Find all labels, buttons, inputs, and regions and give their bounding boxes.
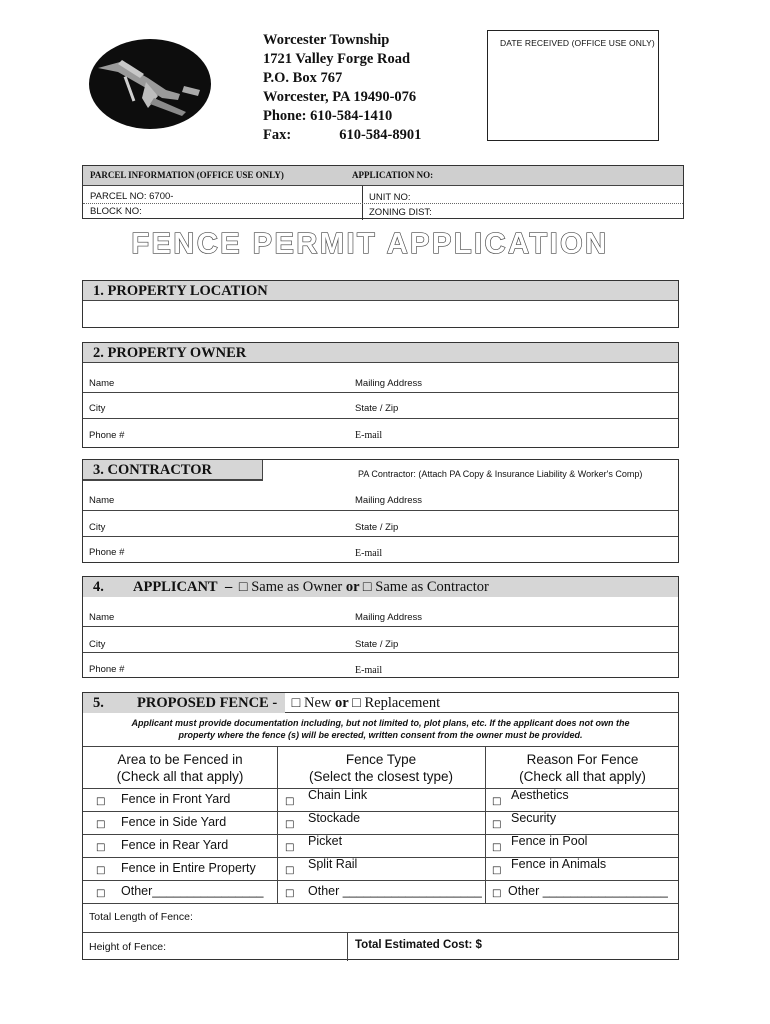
or-text: or	[335, 695, 349, 711]
area-checkbox[interactable]: □	[96, 842, 106, 853]
or-text: or	[345, 579, 360, 595]
section-1-heading: 1. PROPERTY LOCATION	[83, 281, 678, 301]
applicant-name-field[interactable]: Name	[89, 612, 115, 623]
property-location-field[interactable]	[83, 301, 678, 327]
parcel-info-table	[82, 165, 684, 219]
contractor-email-field[interactable]: E-mail	[355, 548, 383, 559]
area-option: Fence in Rear Yard	[121, 838, 229, 852]
reason-checkbox[interactable]: □	[492, 796, 502, 807]
owner-phone-field[interactable]: Phone #	[89, 430, 125, 441]
phone-number: Phone: 610-584-1410	[263, 108, 393, 124]
applicant-email-field[interactable]: E-mail	[355, 665, 383, 676]
type-checkbox[interactable]: □	[285, 842, 295, 853]
reason-header-line-2: (Check all that apply)	[519, 769, 646, 784]
reason-checkbox[interactable]: □	[492, 819, 502, 830]
street-address: 1721 Valley Forge Road	[263, 51, 411, 67]
applicant-dash: –	[224, 579, 233, 595]
reason-header-line-1: Reason For Fence	[526, 752, 639, 767]
date-received-box[interactable]	[487, 30, 659, 141]
section-5-number: 5.	[83, 693, 121, 713]
applicant-phone-field[interactable]: Phone #	[89, 664, 125, 675]
contractor-name-field[interactable]: Name	[89, 495, 115, 506]
section-3-heading: 3. CONTRACTOR	[83, 460, 263, 480]
area-checkbox[interactable]: □	[96, 888, 106, 899]
applicant-state-zip-field[interactable]: State / Zip	[355, 639, 399, 650]
area-header-line-1: Area to be Fenced in	[117, 752, 243, 767]
reason-option: Aesthetics	[511, 788, 569, 802]
plow-logo-icon	[88, 38, 212, 130]
same-as-contractor-checkbox[interactable]: □ Same as Contractor	[362, 579, 489, 595]
type-header-line-1: Fence Type	[345, 752, 417, 767]
city-state-zip: Worcester, PA 19490-076	[263, 89, 417, 105]
section-contractor	[82, 459, 679, 563]
section-5-label: PROPOSED FENCE -	[121, 693, 285, 713]
type-other-field[interactable]: Other ____________________	[308, 884, 482, 898]
section-proposed-fence	[82, 692, 679, 960]
documentation-note-line-1: Applicant must provide documentation including, but not limited to, plot plans, etc. If the applicant does not own the	[131, 718, 630, 728]
total-cost-field[interactable]: Total Estimated Cost: $	[355, 939, 482, 951]
reason-column-header	[485, 751, 680, 785]
area-column-header	[83, 751, 277, 785]
section-4-label: APPLICANT	[133, 579, 218, 595]
area-option: Fence in Front Yard	[121, 792, 231, 806]
org-name: Worcester Township	[263, 32, 390, 48]
owner-state-zip-field[interactable]: State / Zip	[355, 403, 399, 414]
pa-contractor-field[interactable]: PA Contractor: (Attach PA Copy & Insurance Liability & Worker's Comp)	[358, 469, 643, 479]
type-option: Stockade	[308, 811, 361, 825]
applicant-city-field[interactable]: City	[89, 639, 106, 650]
fax-number: 610-584-8901	[339, 127, 422, 143]
reason-checkbox[interactable]: □	[492, 865, 502, 876]
area-header-line-2: (Check all that apply)	[116, 769, 244, 784]
reason-option: Fence in Pool	[511, 834, 588, 848]
type-checkbox[interactable]: □	[285, 796, 295, 807]
owner-name-field[interactable]: Name	[89, 378, 115, 389]
section-applicant	[82, 576, 679, 678]
page-title: FENCE PERMIT APPLICATION	[131, 228, 609, 260]
parcel-header	[83, 166, 683, 186]
area-checkbox[interactable]: □	[96, 819, 106, 830]
section-5-heading	[83, 693, 678, 713]
contractor-city-field[interactable]: City	[89, 522, 106, 533]
unit-no-field[interactable]: UNIT NO:	[369, 192, 411, 203]
reason-checkbox[interactable]: □	[492, 842, 502, 853]
reason-checkbox[interactable]: □	[492, 888, 502, 899]
fax-label: Fax:	[263, 127, 292, 143]
section-4-heading	[83, 577, 678, 597]
date-received-label: DATE RECEIVED (OFFICE USE ONLY)	[500, 38, 655, 48]
type-column-header	[277, 751, 485, 785]
area-checkbox[interactable]: □	[96, 796, 106, 807]
township-address-block	[263, 31, 421, 145]
fence-height-field[interactable]: Height of Fence:	[89, 941, 167, 953]
po-box: P.O. Box 767	[263, 70, 343, 86]
section-2-heading: 2. PROPERTY OWNER	[83, 343, 678, 363]
block-no-field[interactable]: BLOCK NO:	[90, 206, 142, 217]
area-option: Fence in Entire Property	[121, 861, 256, 875]
replacement-fence-checkbox[interactable]: □ Replacement	[352, 695, 441, 711]
reason-option: Fence in Animals	[511, 857, 607, 871]
total-length-field[interactable]: Total Length of Fence:	[89, 911, 193, 923]
new-fence-checkbox[interactable]: □ New	[291, 695, 332, 711]
type-checkbox[interactable]: □	[285, 865, 295, 876]
owner-mailing-field[interactable]: Mailing Address	[355, 378, 423, 389]
type-checkbox[interactable]: □	[285, 888, 295, 899]
owner-email-field[interactable]: E-mail	[355, 430, 383, 441]
same-as-owner-checkbox[interactable]: □ Same as Owner	[238, 579, 343, 595]
area-option: Fence in Side Yard	[121, 815, 227, 829]
parcel-header-label: PARCEL INFORMATION (OFFICE USE ONLY)	[90, 170, 284, 180]
parcel-no-field[interactable]: PARCEL NO: 6700-	[90, 191, 174, 202]
documentation-note-line-2: property where the fence (s) will be erected, written consent from the owner must be provided.	[178, 730, 583, 740]
application-no-label: APPLICATION NO:	[352, 170, 434, 180]
section-property-owner	[82, 342, 679, 448]
contractor-phone-field[interactable]: Phone #	[89, 547, 125, 558]
type-option: Picket	[308, 834, 343, 848]
type-checkbox[interactable]: □	[285, 819, 295, 830]
type-header-line-2: (Select the closest type)	[308, 769, 454, 784]
section-4-number: 4.	[83, 577, 121, 597]
fax-line	[263, 126, 421, 145]
applicant-mailing-field[interactable]: Mailing Address	[355, 612, 423, 623]
type-option: Chain Link	[308, 788, 368, 802]
area-other-field[interactable]: Other________________	[121, 884, 264, 898]
contractor-state-zip-field[interactable]: State / Zip	[355, 522, 399, 533]
area-checkbox[interactable]: □	[96, 865, 106, 876]
reason-option: Security	[511, 811, 557, 825]
reason-other-field[interactable]: Other __________________	[508, 884, 668, 898]
type-option: Split Rail	[308, 857, 358, 871]
contractor-mailing-field[interactable]: Mailing Address	[355, 495, 423, 506]
owner-city-field[interactable]: City	[89, 403, 106, 414]
zoning-dist-field[interactable]: ZONING DIST:	[369, 207, 432, 218]
